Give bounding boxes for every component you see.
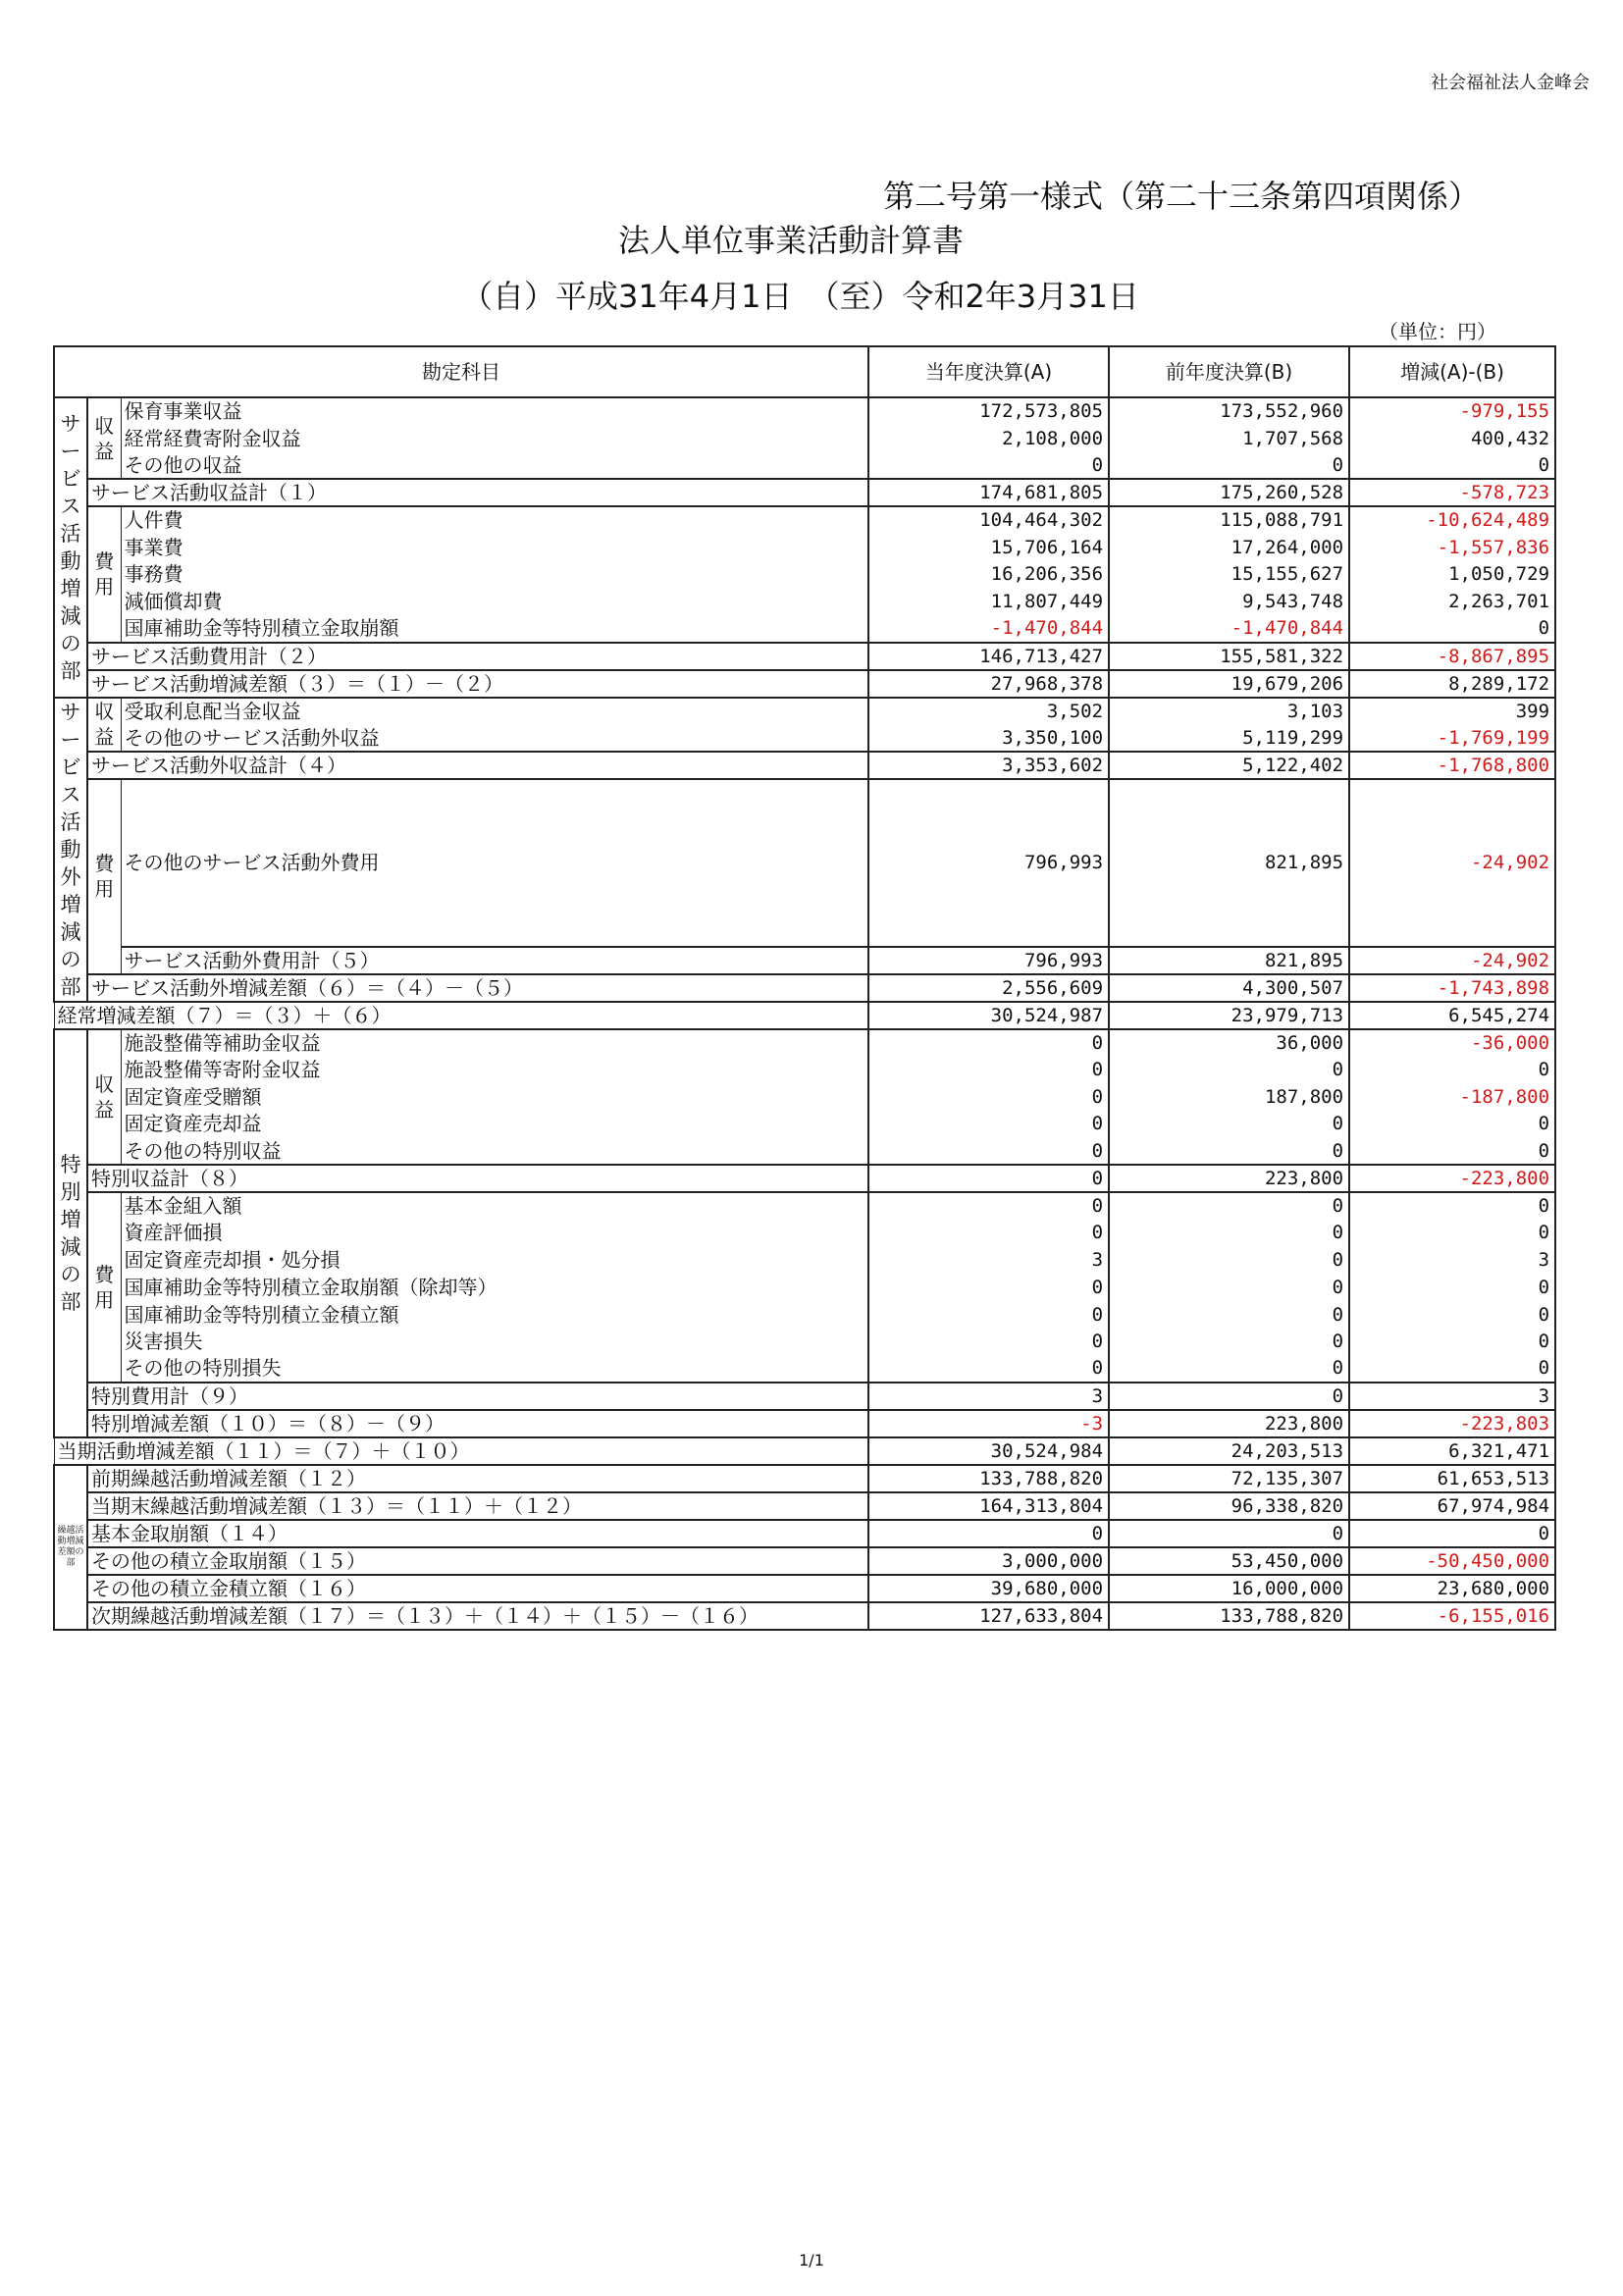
row-label: 資産評価損	[121, 1220, 868, 1247]
table-row-total	[54, 479, 1555, 506]
value-difference: 3	[1349, 1383, 1555, 1410]
value-previous: 0	[1109, 1246, 1349, 1274]
table-row	[54, 724, 1555, 752]
row-label: 人件費	[121, 506, 868, 534]
form-title: 第二号第一様式（第二十三条第四項関係）	[883, 178, 1481, 215]
document-title: 法人単位事業活動計算書	[618, 222, 965, 259]
value-difference: 0	[1349, 1328, 1555, 1355]
value-difference: 23,680,000	[1349, 1575, 1555, 1602]
value-difference: 0	[1349, 1301, 1555, 1329]
value-difference: -578,723	[1349, 479, 1555, 506]
value-current: 0	[868, 451, 1109, 479]
value-difference: 0	[1349, 1220, 1555, 1247]
value-previous: 3,103	[1109, 698, 1349, 725]
value-previous: 155,581,322	[1109, 643, 1349, 670]
table-row	[54, 1137, 1555, 1165]
row-label: 国庫補助金等特別積立金積立額	[121, 1301, 868, 1329]
value-previous: -1,470,844	[1109, 615, 1349, 643]
value-previous: 0	[1109, 1328, 1349, 1355]
value-current: 3,350,100	[868, 724, 1109, 752]
table-row	[54, 1547, 1555, 1575]
table-row	[54, 506, 1555, 534]
table-row-total	[54, 1383, 1555, 1410]
table-row	[54, 1274, 1555, 1301]
row-label: 固定資産売却益	[121, 1111, 868, 1138]
table-row-total	[54, 752, 1555, 779]
value-current: 2,556,609	[868, 974, 1109, 1002]
value-difference: 6,321,471	[1349, 1437, 1555, 1465]
page-number: 1/1	[799, 2251, 824, 2270]
table-row	[54, 1220, 1555, 1247]
value-current: 172,573,805	[868, 397, 1109, 425]
value-current: 0	[868, 1083, 1109, 1111]
row-label: サービス活動外費用計（５）	[121, 947, 868, 974]
row-label: サービス活動収益計（１）	[87, 479, 868, 506]
value-current: 0	[868, 1165, 1109, 1192]
row-label: 特別増減差額（１０）＝（８）－（９）	[87, 1410, 868, 1437]
value-difference: -223,800	[1349, 1165, 1555, 1192]
value-current: 16,206,356	[868, 560, 1109, 588]
table-row-total	[54, 1165, 1555, 1192]
row-label: 災害損失	[121, 1328, 868, 1355]
value-difference: 400,432	[1349, 425, 1555, 452]
value-previous: 96,338,820	[1109, 1492, 1349, 1520]
value-current: 0	[868, 1029, 1109, 1057]
value-previous: 0	[1109, 1301, 1349, 1329]
value-current: 104,464,302	[868, 506, 1109, 534]
value-current: 0	[868, 1220, 1109, 1247]
sub-label-income: 収益	[87, 1029, 121, 1165]
value-previous: 223,800	[1109, 1410, 1349, 1437]
value-previous: 0	[1109, 1220, 1349, 1247]
row-label: サービス活動増減差額（３）＝（１）－（２）	[87, 670, 868, 698]
value-current: 796,993	[868, 779, 1109, 947]
table-row	[54, 1246, 1555, 1274]
value-previous: 0	[1109, 1383, 1349, 1410]
row-label: 国庫補助金等特別積立金取崩額	[121, 615, 868, 643]
value-difference: 0	[1349, 1520, 1555, 1547]
row-label: 基本金取崩額（１４）	[87, 1520, 868, 1547]
value-difference: -8,867,895	[1349, 643, 1555, 670]
value-current: 0	[868, 1111, 1109, 1138]
value-difference: 0	[1349, 1111, 1555, 1138]
row-label: その他の収益	[121, 451, 868, 479]
table-row	[54, 1602, 1555, 1630]
value-previous: 0	[1109, 451, 1349, 479]
row-label: 特別費用計（９）	[87, 1383, 868, 1410]
row-label: 施設整備等補助金収益	[121, 1029, 868, 1057]
value-difference: -50,450,000	[1349, 1547, 1555, 1575]
row-label: サービス活動費用計（２）	[87, 643, 868, 670]
value-previous: 133,788,820	[1109, 1602, 1349, 1630]
table-row	[54, 1575, 1555, 1602]
value-current: 30,524,984	[868, 1437, 1109, 1465]
value-current: 133,788,820	[868, 1465, 1109, 1492]
sub-label-expense: 費用	[87, 506, 121, 642]
sub-label-income: 収益	[87, 397, 121, 479]
value-previous: 53,450,000	[1109, 1547, 1349, 1575]
value-previous: 24,203,513	[1109, 1437, 1349, 1465]
value-difference: 1,050,729	[1349, 560, 1555, 588]
value-difference: -1,769,199	[1349, 724, 1555, 752]
value-current: 0	[868, 1056, 1109, 1083]
section-label-carryover: 繰越活動増減差額の部	[54, 1465, 87, 1630]
value-current: 3	[868, 1383, 1109, 1410]
value-previous: 5,122,402	[1109, 752, 1349, 779]
value-previous: 0	[1109, 1111, 1349, 1138]
table-row-total	[54, 947, 1555, 974]
value-difference: 6,545,274	[1349, 1002, 1555, 1029]
row-label: 特別収益計（８）	[87, 1165, 868, 1192]
value-previous: 0	[1109, 1056, 1349, 1083]
value-difference: 0	[1349, 1355, 1555, 1383]
table-row	[54, 1520, 1555, 1547]
table-row	[54, 698, 1555, 725]
table-row	[54, 560, 1555, 588]
value-current: 0	[868, 1301, 1109, 1329]
value-difference: -36,000	[1349, 1029, 1555, 1057]
value-difference: 2,263,701	[1349, 588, 1555, 615]
row-label: 施設整備等寄附金収益	[121, 1056, 868, 1083]
table-row	[54, 1301, 1555, 1329]
value-current: 174,681,805	[868, 479, 1109, 506]
col-previous-year: 前年度決算(B)	[1109, 346, 1349, 397]
col-difference: 増減(A)-(B)	[1349, 346, 1555, 397]
value-current: 796,993	[868, 947, 1109, 974]
table-row	[54, 588, 1555, 615]
value-difference: 61,653,513	[1349, 1465, 1555, 1492]
value-difference: -1,557,836	[1349, 534, 1555, 561]
value-current: 3,502	[868, 698, 1109, 725]
row-label: その他の特別収益	[121, 1137, 868, 1165]
table-row	[54, 451, 1555, 479]
value-current: 0	[868, 1192, 1109, 1220]
value-current: 27,968,378	[868, 670, 1109, 698]
value-previous: 36,000	[1109, 1029, 1349, 1057]
value-previous: 0	[1109, 1355, 1349, 1383]
value-difference: 0	[1349, 1274, 1555, 1301]
value-previous: 173,552,960	[1109, 397, 1349, 425]
value-current: -3	[868, 1410, 1109, 1437]
table-row	[54, 615, 1555, 643]
col-current-year: 当年度決算(A)	[868, 346, 1109, 397]
value-current: 39,680,000	[868, 1575, 1109, 1602]
row-label: 事業費	[121, 534, 868, 561]
row-label: 事務費	[121, 560, 868, 588]
sub-label-expense: 費用	[87, 779, 121, 974]
row-label: 国庫補助金等特別積立金取崩額（除却等）	[121, 1274, 868, 1301]
value-previous: 175,260,528	[1109, 479, 1349, 506]
sub-label-expense: 費用	[87, 1192, 121, 1383]
table-row	[54, 1328, 1555, 1355]
value-previous: 4,300,507	[1109, 974, 1349, 1002]
row-label: 当期活動増減差額（１１）＝（７）＋（１０）	[54, 1437, 868, 1465]
value-difference: -223,803	[1349, 1410, 1555, 1437]
fiscal-period: （自）平成31年4月1日 （至）令和2年3月31日	[461, 278, 1139, 315]
value-current: 0	[868, 1137, 1109, 1165]
value-difference: 0	[1349, 1056, 1555, 1083]
table-row	[54, 397, 1555, 425]
value-previous: 17,264,000	[1109, 534, 1349, 561]
table-row	[54, 1029, 1555, 1057]
table-row-total	[54, 1410, 1555, 1437]
value-current: 0	[868, 1355, 1109, 1383]
table-row	[54, 1083, 1555, 1111]
table-row	[54, 1492, 1555, 1520]
section-label-service: サービス活動増減の部	[54, 397, 87, 698]
value-difference: 0	[1349, 1192, 1555, 1220]
row-label: サービス活動外収益計（４）	[87, 752, 868, 779]
value-difference: 0	[1349, 615, 1555, 643]
value-difference: 0	[1349, 1137, 1555, 1165]
value-previous: 0	[1109, 1137, 1349, 1165]
value-previous: 223,800	[1109, 1165, 1349, 1192]
value-current: 146,713,427	[868, 643, 1109, 670]
row-label: サービス活動外増減差額（６）＝（４）－（５）	[87, 974, 868, 1002]
row-label: その他の特別損失	[121, 1355, 868, 1383]
section-label-special: 特別増減の部	[54, 1029, 87, 1437]
value-previous: 9,543,748	[1109, 588, 1349, 615]
value-current: 0	[868, 1328, 1109, 1355]
value-previous: 16,000,000	[1109, 1575, 1349, 1602]
table-row-total	[54, 974, 1555, 1002]
row-label: 受取利息配当金収益	[121, 698, 868, 725]
value-current: 0	[868, 1520, 1109, 1547]
value-previous: 72,135,307	[1109, 1465, 1349, 1492]
row-label: その他のサービス活動外費用	[121, 779, 868, 947]
value-difference: -979,155	[1349, 397, 1555, 425]
row-label: 前期繰越活動増減差額（１２）	[87, 1465, 868, 1492]
row-label: 固定資産受贈額	[121, 1083, 868, 1111]
value-difference: -10,624,489	[1349, 506, 1555, 534]
value-previous: 1,707,568	[1109, 425, 1349, 452]
row-label: 経常増減差額（７）＝（３）＋（６）	[54, 1002, 868, 1029]
row-label: 経常経費寄附金収益	[121, 425, 868, 452]
value-difference: 3	[1349, 1246, 1555, 1274]
table-row	[54, 1056, 1555, 1083]
value-previous: 187,800	[1109, 1083, 1349, 1111]
value-difference: -187,800	[1349, 1083, 1555, 1111]
value-current: 3	[868, 1246, 1109, 1274]
value-previous: 0	[1109, 1274, 1349, 1301]
value-current: 164,313,804	[868, 1492, 1109, 1520]
row-label: その他のサービス活動外収益	[121, 724, 868, 752]
table-row	[54, 779, 1555, 947]
unit-note: （単位：円）	[1379, 320, 1496, 343]
value-current: 2,108,000	[868, 425, 1109, 452]
table-row	[54, 425, 1555, 452]
value-difference: -6,155,016	[1349, 1602, 1555, 1630]
row-label: 固定資産売却損・処分損	[121, 1246, 868, 1274]
value-previous: 5,119,299	[1109, 724, 1349, 752]
sub-label-income: 収益	[87, 698, 121, 752]
value-current: -1,470,844	[868, 615, 1109, 643]
row-label: その他の積立金取崩額（１５）	[87, 1547, 868, 1575]
value-difference: 0	[1349, 451, 1555, 479]
row-label: 次期繰越活動増減差額（１７）＝（１３）＋（１４）＋（１５）－（１６）	[87, 1602, 868, 1630]
value-difference: 399	[1349, 698, 1555, 725]
value-previous: 821,895	[1109, 779, 1349, 947]
table-row	[54, 1111, 1555, 1138]
value-current: 3,353,602	[868, 752, 1109, 779]
value-current: 3,000,000	[868, 1547, 1109, 1575]
value-current: 11,807,449	[868, 588, 1109, 615]
organization-name: 社会福祉法人金峰会	[1431, 73, 1590, 93]
value-difference: -1,743,898	[1349, 974, 1555, 1002]
value-difference: -24,902	[1349, 779, 1555, 947]
value-previous: 821,895	[1109, 947, 1349, 974]
table-header-row	[54, 346, 1555, 397]
row-label: その他の積立金積立額（１６）	[87, 1575, 868, 1602]
value-difference: 8,289,172	[1349, 670, 1555, 698]
value-current: 127,633,804	[868, 1602, 1109, 1630]
table-row	[54, 1355, 1555, 1383]
table-row	[54, 534, 1555, 561]
table-row	[54, 1465, 1555, 1492]
table-row-total	[54, 1437, 1555, 1465]
col-account-title: 勘定科目	[54, 346, 868, 397]
row-label: 減価償却費	[121, 588, 868, 615]
table-row-total	[54, 643, 1555, 670]
table-row-total	[54, 670, 1555, 698]
table-row-total	[54, 1002, 1555, 1029]
value-previous: 19,679,206	[1109, 670, 1349, 698]
value-previous: 115,088,791	[1109, 506, 1349, 534]
value-previous: 0	[1109, 1192, 1349, 1220]
row-label: 保育事業収益	[121, 397, 868, 425]
value-current: 15,706,164	[868, 534, 1109, 561]
value-current: 30,524,987	[868, 1002, 1109, 1029]
activity-statement-table	[53, 345, 1556, 1631]
value-difference: -24,902	[1349, 947, 1555, 974]
value-previous: 15,155,627	[1109, 560, 1349, 588]
value-difference: -1,768,800	[1349, 752, 1555, 779]
value-current: 0	[868, 1274, 1109, 1301]
value-difference: 67,974,984	[1349, 1492, 1555, 1520]
row-label: 基本金組入額	[121, 1192, 868, 1220]
value-previous: 23,979,713	[1109, 1002, 1349, 1029]
row-label: 当期末繰越活動増減差額（１３）＝（１１）＋（１２）	[87, 1492, 868, 1520]
section-label-nonservice: サービス活動外増減の部	[54, 698, 87, 1002]
value-previous: 0	[1109, 1520, 1349, 1547]
table-row	[54, 1192, 1555, 1220]
